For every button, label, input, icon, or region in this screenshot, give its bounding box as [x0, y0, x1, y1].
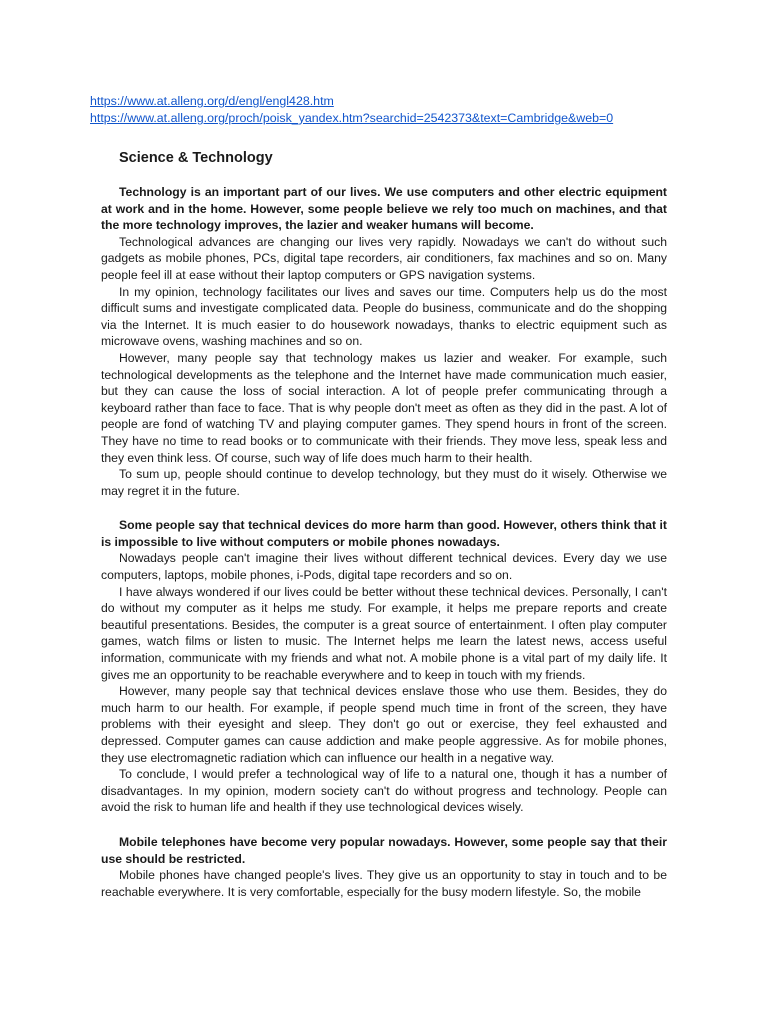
section-1-paragraph: To sum up, people should continue to develop technology, but they must do it wisely. Otherwise we may regret it in the future. [101, 467, 667, 498]
document-body [101, 148, 667, 900]
section-2-prompt: Some people say that technical devices do more harm than good. However, others think that it is impossible to live without computers or mobile phones nowadays. [101, 518, 667, 549]
source-link-2[interactable]: https://www.at.alleng.org/proch/poisk_yandex.htm?searchid=2542373&text=Cambridge&web=0 [90, 111, 614, 125]
section-gap [101, 499, 667, 517]
source-link-1[interactable]: https://www.at.alleng.org/d/engl/engl428.htm [90, 94, 334, 108]
section-2-paragraph: Nowadays people can't imagine their lives without different technical devices. Every day we use computers, laptops, mobile phones, i-Pods, digital tape recorders and so on. [101, 551, 667, 583]
section-gap [101, 816, 667, 834]
section-1-paragraph: Technological advances are changing our lives very rapidly. Nowadays we can't do without such gadgets as mobile phones, PCs, digital tape recorders, air conditioners, fax machines and so on. Many people feel ill at ease without their laptop computers or GPS navigation systems. [101, 234, 667, 282]
section-1-paragraph: In my opinion, technology facilitates our lives and saves our time. Computers help us do the most difficult sums and investigate complicated data. People do business, communicate and do the shopping via the Internet. It is much easier to do housework nowadays, thanks to electric equipment such as microwave ovens, washing machines and so on. [101, 284, 667, 349]
section-3-prompt: Mobile telephones have become very popular nowadays. However, some people say that their use should be restricted. [101, 834, 667, 866]
section-2-paragraph: I have always wondered if our lives could be better without these technical devices. Personally, I can't do without my computer as it helps me study. For example, it helps me prepare reports and create beautiful presentations. Besides, the computer is a great source of entertainment. I often play computer games, watch films or listen to music. The Internet helps me learn the latest news, access useful information, communicate with my friends and what not. A mobile phone is a vital part of my daily life. It gives me an opportunity to be reachable everywhere and to keep in touch with my friends. [101, 584, 667, 682]
section-1-prompt: Technology is an important part of our lives. We use computers and other electric equipment at work and in the home. However, some people believe we rely too much on machines, and that the more technology improves, the lazier and weaker humans will become. [101, 185, 667, 233]
section-2-paragraph: However, many people say that technical devices enslave those who use them. Besides, they do much harm to our health. For example, if people spend much time in front of the screen, they have problems with their eyesight and sleep. They don't go out or exercise, they feel exhausted and depressed. Computer games can cause addiction and make people aggressive. As for mobile phones, they use electromagnetic radiation which can influence our health in a negative way. [101, 684, 667, 765]
section-3-paragraph: Mobile phones have changed people's lives. They give us an opportunity to stay in touch and to be reachable everywhere. It is very comfortable, especially for the busy modern lifestyle. So, the mobile [101, 868, 667, 899]
source-links [90, 93, 760, 127]
document-title: Science & Technology [119, 150, 273, 166]
section-1-paragraph: However, many people say that technology makes us lazier and weaker. For example, such technological developments as the telephone and the Internet have made communication much easier, but they can cause the loss of social interaction. A lot of people prefer communicating through a keyboard rather than face to face. That is why people don't meet as often as they did in the past. A lot of people are fond of watching TV and playing computer games. They spend hours in front of the screen. They have no time to read books or to communicate with their friends. They move less, speak less and they even think less. Of course, such way of life does much harm to their health. [101, 350, 667, 465]
section-2-paragraph: To conclude, I would prefer a technological way of life to a natural one, though it has a number of disadvantages. In my opinion, modern society can't do without progress and technology. People can avoid the risk to human life and health if they use technological devices wisely. [101, 767, 667, 815]
